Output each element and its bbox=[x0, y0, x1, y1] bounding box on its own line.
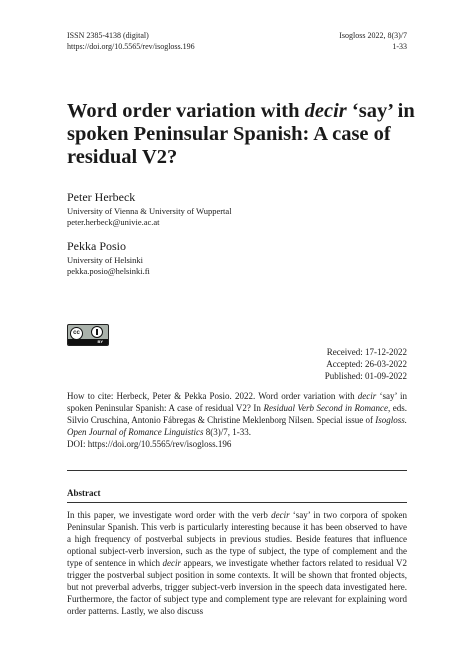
abstract-body bbox=[67, 509, 407, 617]
author-name: Peter Herbeck bbox=[67, 190, 136, 204]
title-part-1: Word order variation with bbox=[67, 100, 305, 122]
cite-text-3: , eds. Silvio Cruschina, Antonio Fábregas & Christine Meklenborg Nilsen. Special issue of bbox=[67, 403, 407, 425]
cc-by-license-icon[interactable] bbox=[67, 324, 109, 346]
cite-text-1: How to cite: Herbeck, Peter & Pekka Posio. 2022. Word order variation with bbox=[67, 391, 358, 401]
title-italic: decir bbox=[304, 100, 347, 122]
abstract-text-3: appears, we investigate whether factors related to residual V2 trigger the postverbal subject position in some contexts. It will be shown that fronted objects, but not preverbal adverbs, trigger subject-verb inversion in the speech data investigated here. Furthermore, the factor of subject type and complement type are relevant for explaining word order patterns. Lastly, we also discuss bbox=[67, 558, 408, 616]
author-affiliation: University of Helsinki bbox=[67, 255, 144, 265]
doi-link[interactable]: https://doi.org/10.5565/rev/isogloss.196 bbox=[67, 42, 195, 51]
divider-top bbox=[67, 470, 407, 471]
page-range: 1-33 bbox=[392, 42, 407, 51]
author-email[interactable]: peter.herbeck@univie.ac.at bbox=[67, 217, 160, 227]
abstract-italic-2: decir bbox=[162, 558, 181, 568]
abstract-text-1: In this paper, we investigate word order with the verb bbox=[67, 510, 272, 520]
cite-doi-link[interactable]: DOI: https://doi.org/10.5565/rev/isogloss.196 bbox=[67, 439, 232, 449]
abstract-heading: Abstract bbox=[67, 488, 101, 498]
publication-dates bbox=[325, 346, 407, 382]
author-block-1 bbox=[67, 189, 232, 228]
citation-block bbox=[67, 390, 407, 450]
abstract-italic-1: decir bbox=[271, 510, 290, 520]
abstract-text-2: ‘say’ in two corpora of spoken Peninsular Spanish. This verb is particularly interesting because it has been observed to have a high frequency of postverbal subjects in previous studies. Beside features that influence optional subject-verb inversion, such as the type of subject, the type of complement and the type of sentence in which bbox=[67, 510, 407, 568]
header-right bbox=[339, 30, 407, 52]
license-by-label: BY bbox=[97, 339, 103, 344]
issn-text: ISSN 2385-4138 (digital) bbox=[67, 31, 149, 40]
divider-bottom bbox=[67, 502, 407, 503]
author-block-2 bbox=[67, 238, 150, 277]
received-date: Received: 17-12-2022 bbox=[326, 347, 407, 357]
cite-italic-1: decir bbox=[357, 391, 377, 401]
cite-text-2: ‘say’ in spoken Peninsular Spanish: A case of residual V2? In bbox=[67, 391, 407, 413]
journal-issue: Isogloss 2022, 8(3)/7 bbox=[339, 31, 407, 40]
published-date: Published: 01-09-2022 bbox=[324, 371, 407, 381]
paper-title bbox=[67, 100, 417, 169]
header-left bbox=[67, 30, 195, 52]
cc-icon: cc bbox=[70, 327, 83, 340]
cite-italic-2: Residual Verb Second in Romance bbox=[263, 403, 388, 413]
cite-text-4: 8(3)/7, 1-33. bbox=[203, 427, 251, 437]
accepted-date: Accepted: 26-03-2022 bbox=[326, 359, 407, 369]
author-name: Pekka Posio bbox=[67, 239, 127, 253]
author-email[interactable]: pekka.posio@helsinki.fi bbox=[67, 266, 150, 276]
attribution-person-icon bbox=[91, 326, 103, 338]
author-affiliation: University of Vienna & University of Wuppertal bbox=[67, 206, 232, 216]
cite-italic-3: Isogloss. Open Journal of Romance Linguistics bbox=[67, 415, 407, 437]
title-part-2: ‘say’ in spoken Peninsular Spanish: A case of residual V2? bbox=[67, 100, 415, 168]
